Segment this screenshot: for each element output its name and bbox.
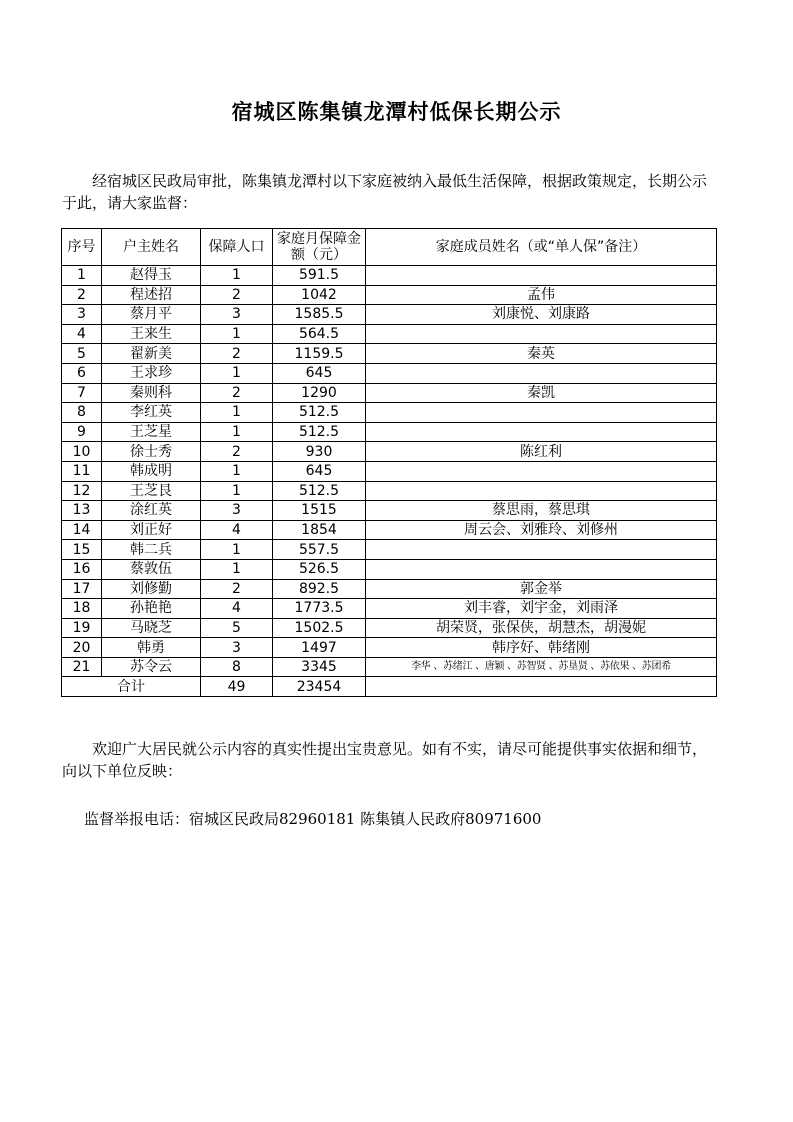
cell-members [366, 461, 717, 481]
cell-population: 2 [201, 579, 273, 599]
table-row [62, 422, 717, 442]
cell-amount: 591.5 [273, 266, 366, 286]
header-members: 家庭成员姓名（或“单人保”备注） [366, 229, 717, 266]
cell-amount: 1042 [273, 285, 366, 305]
table-row [62, 363, 717, 383]
cell-population: 3 [201, 501, 273, 521]
cell-population: 1 [201, 481, 273, 501]
cell-amount: 1290 [273, 383, 366, 403]
cell-population: 2 [201, 383, 273, 403]
cell-population: 1 [201, 559, 273, 579]
total-population: 49 [201, 677, 273, 697]
cell-householder-name: 蔡月平 [102, 305, 201, 325]
cell-population: 2 [201, 285, 273, 305]
cell-members [366, 481, 717, 501]
cell-no: 5 [62, 344, 102, 364]
cell-amount: 1497 [273, 638, 366, 658]
cell-amount: 930 [273, 442, 366, 462]
cell-population: 5 [201, 618, 273, 638]
table-row [62, 442, 717, 462]
table-row [62, 501, 717, 521]
cell-householder-name: 赵得玉 [102, 266, 201, 286]
cell-householder-name: 李红英 [102, 403, 201, 423]
cell-amount: 512.5 [273, 481, 366, 501]
cell-population: 3 [201, 305, 273, 325]
table-row [62, 540, 717, 560]
cell-amount: 1854 [273, 520, 366, 540]
cell-no: 14 [62, 520, 102, 540]
cell-no: 16 [62, 559, 102, 579]
table-header-row [62, 229, 717, 266]
cell-amount: 3345 [273, 657, 366, 677]
cell-amount: 645 [273, 363, 366, 383]
table-row [62, 599, 717, 619]
cell-householder-name: 涂红英 [102, 501, 201, 521]
cell-householder-name: 韩二兵 [102, 540, 201, 560]
cell-householder-name: 翟新美 [102, 344, 201, 364]
cell-no: 2 [62, 285, 102, 305]
cell-population: 4 [201, 520, 273, 540]
cell-population: 2 [201, 344, 273, 364]
cell-no: 21 [62, 657, 102, 677]
cell-no: 13 [62, 501, 102, 521]
assistance-table [61, 228, 717, 697]
cell-amount: 1159.5 [273, 344, 366, 364]
cell-no: 18 [62, 599, 102, 619]
cell-householder-name: 刘修勤 [102, 579, 201, 599]
cell-no: 3 [62, 305, 102, 325]
header-amount: 家庭月保障金额（元） [273, 229, 366, 266]
table-row [62, 324, 717, 344]
cell-no: 1 [62, 266, 102, 286]
page-title: 宿城区陈集镇龙潭村低保长期公示 [231, 99, 562, 124]
cell-members [366, 422, 717, 442]
header-population: 保障人口 [201, 229, 273, 266]
cell-amount: 1515 [273, 501, 366, 521]
table-row [62, 638, 717, 658]
cell-householder-name: 刘正好 [102, 520, 201, 540]
cell-no: 12 [62, 481, 102, 501]
cell-householder-name: 程述招 [102, 285, 201, 305]
header-name: 户主姓名 [102, 229, 201, 266]
cell-amount: 1502.5 [273, 618, 366, 638]
table-row [62, 559, 717, 579]
table-row [62, 520, 717, 540]
table-row [62, 579, 717, 599]
table-row [62, 403, 717, 423]
cell-members: 周云会、刘雅玲、刘修州 [366, 520, 717, 540]
cell-amount: 512.5 [273, 403, 366, 423]
cell-amount: 892.5 [273, 579, 366, 599]
header-no: 序号 [62, 229, 102, 266]
cell-population: 1 [201, 266, 273, 286]
cell-members [366, 266, 717, 286]
cell-population: 4 [201, 599, 273, 619]
table-row [62, 618, 717, 638]
cell-population: 1 [201, 324, 273, 344]
cell-population: 1 [201, 363, 273, 383]
cell-householder-name: 王求珍 [102, 363, 201, 383]
cell-population: 8 [201, 657, 273, 677]
cell-householder-name: 马晓芝 [102, 618, 201, 638]
cell-members [366, 540, 717, 560]
cell-members [366, 403, 717, 423]
cell-amount: 557.5 [273, 540, 366, 560]
cell-householder-name: 王来生 [102, 324, 201, 344]
table-row [62, 285, 717, 305]
cell-no: 10 [62, 442, 102, 462]
cell-amount: 564.5 [273, 324, 366, 344]
total-label: 合计 [62, 677, 201, 697]
cell-population: 1 [201, 461, 273, 481]
table-row [62, 305, 717, 325]
cell-no: 6 [62, 363, 102, 383]
cell-no: 9 [62, 422, 102, 442]
cell-population: 2 [201, 442, 273, 462]
cell-no: 20 [62, 638, 102, 658]
cell-population: 3 [201, 638, 273, 658]
feedback-paragraph: 欢迎广大居民就公示内容的真实性提出宝贵意见。如有不实，请尽可能提供事实依据和细节，向以下单位反映： [62, 740, 708, 780]
cell-members: 秦英 [366, 344, 717, 364]
cell-no: 15 [62, 540, 102, 560]
table-row [62, 383, 717, 403]
cell-householder-name: 韩成明 [102, 461, 201, 481]
cell-householder-name: 徐士秀 [102, 442, 201, 462]
cell-members: 蔡思雨，蔡思琪 [366, 501, 717, 521]
cell-amount: 1773.5 [273, 599, 366, 619]
cell-householder-name: 孙艳艳 [102, 599, 201, 619]
cell-members [366, 363, 717, 383]
cell-members: 刘康悦、刘康路 [366, 305, 717, 325]
cell-householder-name: 秦则科 [102, 383, 201, 403]
cell-no: 11 [62, 461, 102, 481]
cell-members: 李华 、苏绪江 、唐颖 、苏智贤 、苏垦贤 、苏依果 、苏团希 [366, 657, 717, 677]
cell-no: 17 [62, 579, 102, 599]
cell-no: 19 [62, 618, 102, 638]
cell-members: 胡荣贤，张保侠，胡慧杰，胡漫妮 [366, 618, 717, 638]
cell-householder-name: 苏令云 [102, 657, 201, 677]
cell-householder-name: 王芝星 [102, 422, 201, 442]
cell-members: 陈红利 [366, 442, 717, 462]
cell-population: 1 [201, 422, 273, 442]
cell-no: 4 [62, 324, 102, 344]
cell-population: 1 [201, 540, 273, 560]
cell-amount: 645 [273, 461, 366, 481]
cell-householder-name: 王芝艮 [102, 481, 201, 501]
cell-members: 秦凯 [366, 383, 717, 403]
cell-amount: 526.5 [273, 559, 366, 579]
total-members [366, 677, 717, 697]
cell-amount: 1585.5 [273, 305, 366, 325]
table-row [62, 266, 717, 286]
cell-members: 郭金举 [366, 579, 717, 599]
table-row [62, 481, 717, 501]
cell-members [366, 559, 717, 579]
cell-members [366, 324, 717, 344]
cell-members: 韩序好、韩绪刚 [366, 638, 717, 658]
table-row [62, 657, 717, 677]
intro-paragraph: 经宿城区民政局审批，陈集镇龙潭村以下家庭被纳入最低生活保障，根据政策规定，长期公示于此，请大家监督： [62, 172, 708, 212]
cell-no: 7 [62, 383, 102, 403]
report-phone-line: 监督举报电话：宿城区民政局82960181 陈集镇人民政府80971600 [84, 810, 542, 828]
cell-householder-name: 蔡敦伍 [102, 559, 201, 579]
cell-amount: 512.5 [273, 422, 366, 442]
table-row [62, 461, 717, 481]
total-row [62, 677, 717, 697]
total-amount: 23454 [273, 677, 366, 697]
cell-no: 8 [62, 403, 102, 423]
cell-members: 孟伟 [366, 285, 717, 305]
cell-householder-name: 韩勇 [102, 638, 201, 658]
table-row [62, 344, 717, 364]
cell-members: 刘丰睿，刘宇金，刘雨泽 [366, 599, 717, 619]
cell-population: 1 [201, 403, 273, 423]
